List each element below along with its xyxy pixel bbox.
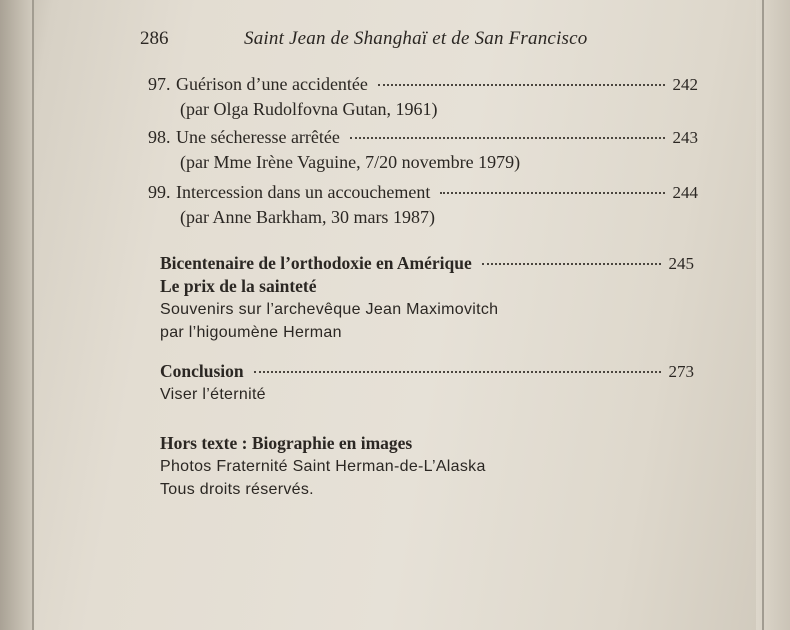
section-subtitle: Le prix de la sainteté: [160, 276, 317, 296]
section-line: Photos Fraternité Saint Herman-de-L’Alaska: [160, 458, 486, 475]
dot-leader: [440, 192, 664, 194]
section-page: 273: [668, 362, 694, 381]
section-line: Tous droits réservés.: [160, 481, 314, 498]
entry-number: 98.: [148, 127, 171, 147]
dot-leader: [378, 84, 665, 86]
section-title: Conclusion: [160, 361, 244, 381]
entry-title: Intercession dans un accouchement: [176, 182, 431, 202]
section-page: 245: [668, 254, 694, 273]
entry-page: 242: [672, 75, 698, 94]
entry-number: 99.: [148, 182, 171, 202]
toc-section-conclusion: [160, 360, 694, 406]
entry-number: 97.: [148, 74, 171, 94]
entry-subtitle: (par Olga Rudolfovna Gutan, 1961): [180, 99, 438, 119]
entry-subtitle: (par Mme Irène Vaguine, 7/20 novembre 1979): [180, 152, 521, 172]
toc-section-hors-texte: [160, 432, 694, 501]
right-page-edge: [756, 0, 790, 630]
entry-title: Guérison d’une accidentée: [176, 74, 368, 94]
dot-leader: [254, 371, 661, 373]
left-page-edge: [0, 0, 34, 630]
section-title: Hors texte : Biographie en images: [160, 433, 413, 453]
entry-subtitle: (par Anne Barkham, 30 mars 1987): [180, 207, 435, 227]
toc-entry-97: [148, 72, 698, 121]
page-number: 286: [140, 28, 169, 49]
toc-section-bicentenaire: [160, 252, 694, 344]
dot-leader: [482, 263, 661, 265]
entry-page: 243: [672, 128, 698, 147]
section-line: Souvenirs sur l’archevêque Jean Maximovitch: [160, 301, 499, 318]
toc-entry-99: [148, 180, 698, 229]
dot-leader: [350, 137, 665, 139]
section-title: Bicentenaire de l’orthodoxie en Amérique: [160, 253, 472, 273]
entry-page: 244: [672, 183, 698, 202]
entry-title: Une sécheresse arrêtée: [176, 127, 340, 147]
running-title: Saint Jean de Shanghaï et de San Francisco: [244, 28, 588, 49]
section-line: Viser l’éternité: [160, 386, 266, 403]
toc-entry-98: [148, 125, 698, 174]
section-line: par l’higoumène Herman: [160, 324, 342, 341]
